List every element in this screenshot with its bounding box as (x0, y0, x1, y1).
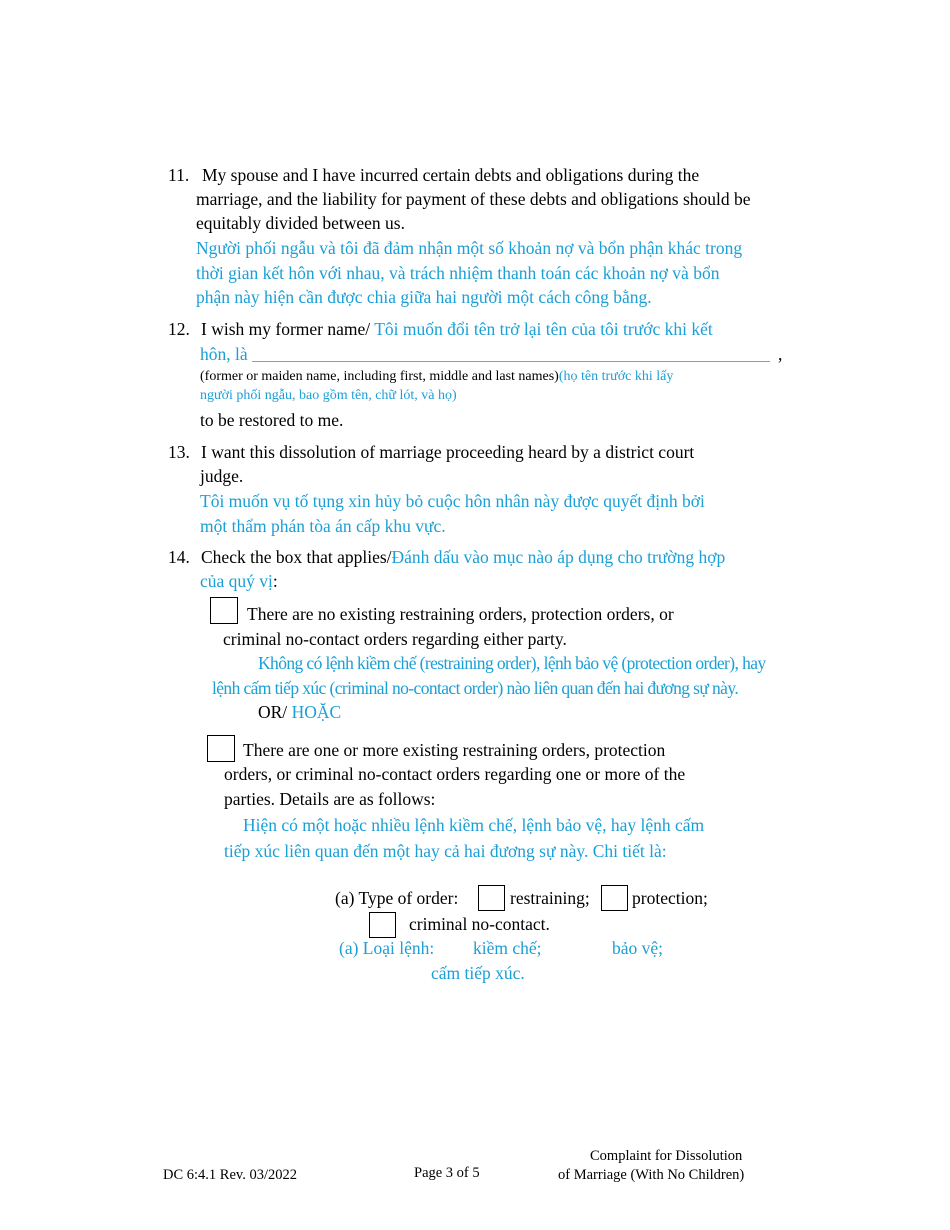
footer-title-line-2: of Marriage (With No Children) (558, 1167, 745, 1183)
footer-page-number: Page 3 of 5 (414, 1165, 480, 1181)
restraining-label: restraining; (510, 888, 590, 908)
item-12-comma: , (778, 344, 783, 364)
item-12-intro-vi-2: hôn, là (200, 344, 248, 364)
item-12-outro: to be restored to me. (200, 410, 344, 430)
option-2-text-line-2: orders, or criminal no-contact orders regarding one or more of the (224, 764, 686, 784)
item-13-number: 13. (168, 442, 190, 462)
restraining-label-vi: kiềm chế; (473, 938, 542, 958)
item-12-hint-vi-1: (họ tên trước khi lấy (558, 369, 674, 384)
item-14-intro-en: Check the box that applies/ (201, 547, 392, 567)
item-12-hint-en: (former or maiden name, including first, middle and last names) (200, 369, 559, 384)
item-14-intro-2 (200, 569, 278, 594)
protection-label: protection; (632, 888, 708, 908)
item-13-text-line-2: judge. (200, 466, 244, 486)
existing-orders-checkbox[interactable] (207, 735, 235, 762)
item-14-colon: : (272, 571, 278, 591)
item-14-intro (201, 545, 725, 570)
item-14-intro-vi-2: của quý vị (200, 571, 273, 591)
option-1-text-line-2: criminal no-contact orders regarding either party. (223, 629, 567, 649)
item-13-vi-line-2: một thẩm phán tòa án cấp khu vực. (200, 516, 446, 536)
option-2-text-line-1: There are one or more existing restraining orders, protection (243, 740, 666, 760)
item-12-intro-en: I wish my former name/ (201, 319, 375, 339)
former-name-input-line[interactable] (252, 361, 770, 362)
protection-label-vi: bảo vệ; (612, 938, 664, 958)
item-12-number: 12. (168, 319, 190, 339)
option-1-vi-line-2: lệnh cấm tiếp xúc (criminal no-contact order) nào liên quan đến hai đương sự này. (212, 678, 739, 698)
order-type-label-vi: (a) Loại lệnh: (339, 938, 435, 958)
item-13-text-line-1: I want this dissolution of marriage proceeding heard by a district court (201, 442, 695, 462)
restraining-checkbox[interactable] (478, 885, 505, 911)
item-11-text-line-2: marriage, and the liability for payment of these debts and obligations should be (196, 189, 751, 209)
item-13-vi-line-1: Tôi muốn vụ tố tụng xin hủy bỏ cuộc hôn nhân này được quyết định bởi (200, 491, 705, 511)
criminal-no-contact-checkbox[interactable] (369, 912, 396, 938)
or-vi: HOẶC (291, 702, 342, 722)
footer-form-id: DC 6:4.1 Rev. 03/2022 (163, 1167, 297, 1183)
item-14-intro-vi-1: Đánh dấu vào mục nào áp dụng cho trường hợp (391, 547, 726, 567)
option-2-vi-line-2: tiếp xúc liên quan đến một hay cả hai đương sự này. Chi tiết là: (224, 841, 667, 861)
protection-checkbox[interactable] (601, 885, 628, 911)
item-11-number: 11. (168, 165, 190, 185)
option-1-text-line-1: There are no existing restraining orders, protection orders, or (247, 604, 674, 624)
item-14-number: 14. (168, 547, 190, 567)
item-12-intro-vi: Tôi muốn đổi tên trở lại tên của tôi trước khi kết (374, 319, 713, 339)
item-12-hint (200, 367, 673, 386)
or-en: OR/ (258, 702, 292, 722)
item-11-vi-line-3: phận này hiện cần được chia giữa hai người một cách công bằng. (196, 287, 652, 307)
item-11-text-line-1: My spouse and I have incurred certain debts and obligations during the (202, 165, 700, 185)
option-1-vi-line-1: Không có lệnh kiềm chế (restraining order), lệnh bảo vệ (protection order), hay (258, 653, 766, 673)
criminal-no-contact-label-vi: cấm tiếp xúc. (431, 963, 525, 983)
item-12-intro (201, 317, 713, 342)
option-2-vi-line-1: Hiện có một hoặc nhiều lệnh kiềm chế, lệnh bảo vệ, hay lệnh cấm (243, 815, 705, 835)
item-12-hint-vi-2: người phối ngẫu, bao gồm tên, chữ lót, và họ) (200, 388, 457, 403)
item-11-text-line-3: equitably divided between us. (196, 213, 405, 233)
order-type-label: (a) Type of order: (335, 888, 459, 908)
no-orders-checkbox[interactable] (210, 597, 238, 624)
item-11-vi-line-2: thời gian kết hôn với nhau, và trách nhiệm thanh toán các khoản nợ và bổn (196, 263, 720, 283)
footer-title-line-1: Complaint for Dissolution (590, 1148, 743, 1164)
or-separator (258, 700, 341, 725)
criminal-no-contact-label: criminal no-contact. (409, 914, 550, 934)
item-11-vi-line-1: Người phối ngẫu và tôi đã đảm nhận một số khoản nợ và bổn phận khác trong (196, 238, 743, 258)
option-2-text-line-3: parties. Details are as follows: (224, 789, 436, 809)
